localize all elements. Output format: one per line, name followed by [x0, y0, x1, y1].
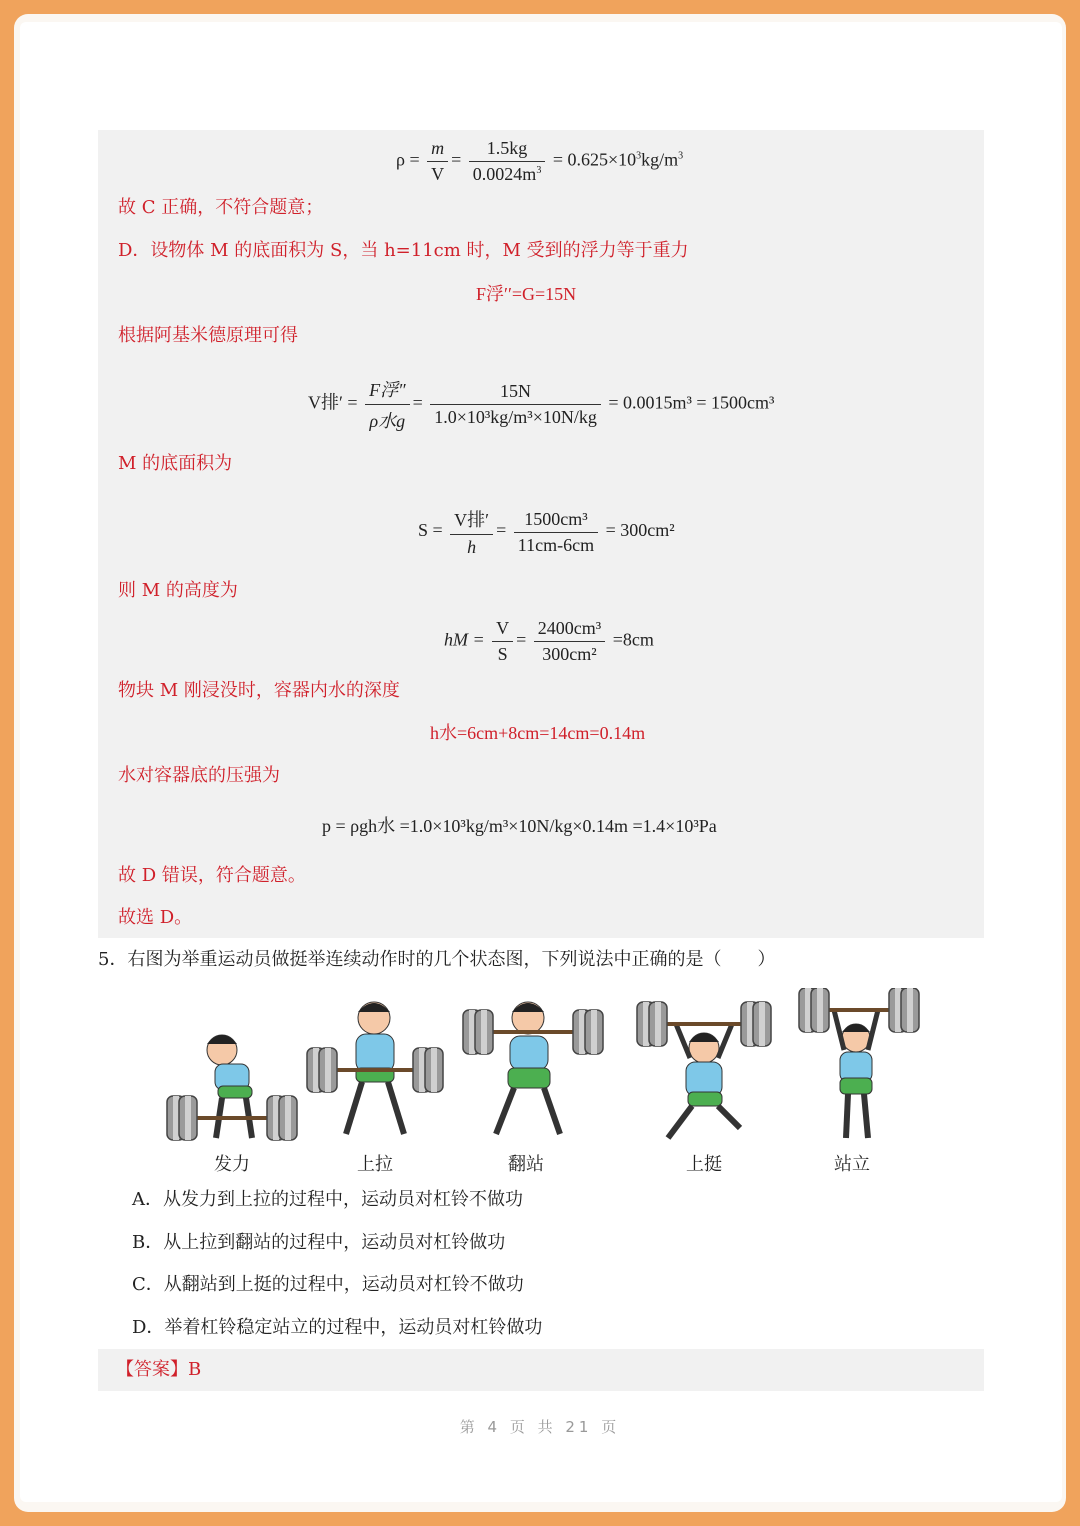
- option-c: C．从翻站到上挺的过程中，运动员对杠铃不做功: [132, 1274, 524, 1295]
- line-c-correct: 故 C 正确，不符合题意；: [118, 197, 324, 218]
- figure-pull: [307, 1002, 443, 1134]
- line-d-setup: D．设物体 M 的底面积为 S，当 h=11cm 时，M 受到的浮力等于重力: [118, 240, 689, 261]
- caption-jerk: 上挺: [686, 1154, 722, 1175]
- line-pressure: 水对容器底的压强为: [118, 765, 280, 786]
- line-archimedes: 根据阿基米德原理可得: [118, 325, 298, 346]
- height-equation: hM = $\frac{V}{S}$ = $\frac{\text{2400cm³}}{\text{300cm²}}$ =8cm: [444, 618, 654, 664]
- line-height: 则 M 的高度为: [118, 580, 238, 601]
- answer-box: [98, 1349, 984, 1391]
- line-d-wrong: 故 D 错误，符合题意。: [118, 865, 306, 886]
- line-depth: 物块 M 刚浸没时，容器内水的深度: [118, 680, 400, 701]
- figure-clean: [463, 1002, 603, 1134]
- answer-value: B: [188, 1359, 202, 1380]
- figure-power: [167, 1035, 297, 1140]
- caption-clean: 翻站: [508, 1154, 544, 1175]
- figure-stand: [799, 988, 919, 1138]
- option-a: A．从发力到上拉的过程中，运动员对杠铃不做功: [132, 1189, 523, 1210]
- question-stem: 5．右图为举重运动员做挺举连续动作时的几个状态图，下列说法中正确的是（ ）: [98, 949, 776, 970]
- caption-pull: 上拉: [357, 1154, 393, 1175]
- density-equation: ρ = $\frac{m}{V}$ = $\frac{1.5kg}{0.0024m^3}$ = $0.625\times 10^3kg/m^3$: [396, 138, 684, 184]
- line-base-area: M 的底面积为: [118, 453, 233, 474]
- volume-equation: V排′ = $\frac{\text{F浮″}}{\text{ρ水g}}$ = $\frac{15N}{\text{1.0×10³kg/m³×10N/kg}}$ = 0.0015m³ = 1500cm³: [308, 376, 774, 433]
- caption-stand: 站立: [834, 1154, 870, 1175]
- option-d: D．举着杠铃稳定站立的过程中，运动员对杠铃做功: [132, 1317, 543, 1338]
- depth-equation: h水=6cm+8cm=14cm=0.14m: [430, 723, 646, 743]
- option-b: B．从上拉到翻站的过程中，运动员对杠铃做功: [132, 1232, 506, 1253]
- page-number-footer: 第 4 页 共 21 页: [459, 1418, 621, 1436]
- buoyancy-equation: F浮′′=G=15N: [476, 284, 577, 304]
- weightlifter-figures: [160, 988, 930, 1148]
- area-equation: S = $\frac{\text{V排′}}{h}$ = $\frac{\text{1500cm³}}{11cm-6cm}$ = 300cm²: [418, 506, 675, 558]
- caption-power: 发力: [214, 1154, 250, 1175]
- answer-label: 【答案】: [116, 1359, 188, 1380]
- figure-jerk: [637, 1002, 771, 1138]
- line-choose: 故选 D。: [118, 907, 193, 928]
- answer-line: [116, 1358, 201, 1382]
- pressure-equation: p = ρgh水 =1.0×10³kg/m³×10N/kg×0.14m =1.4×10³Pa: [322, 816, 717, 836]
